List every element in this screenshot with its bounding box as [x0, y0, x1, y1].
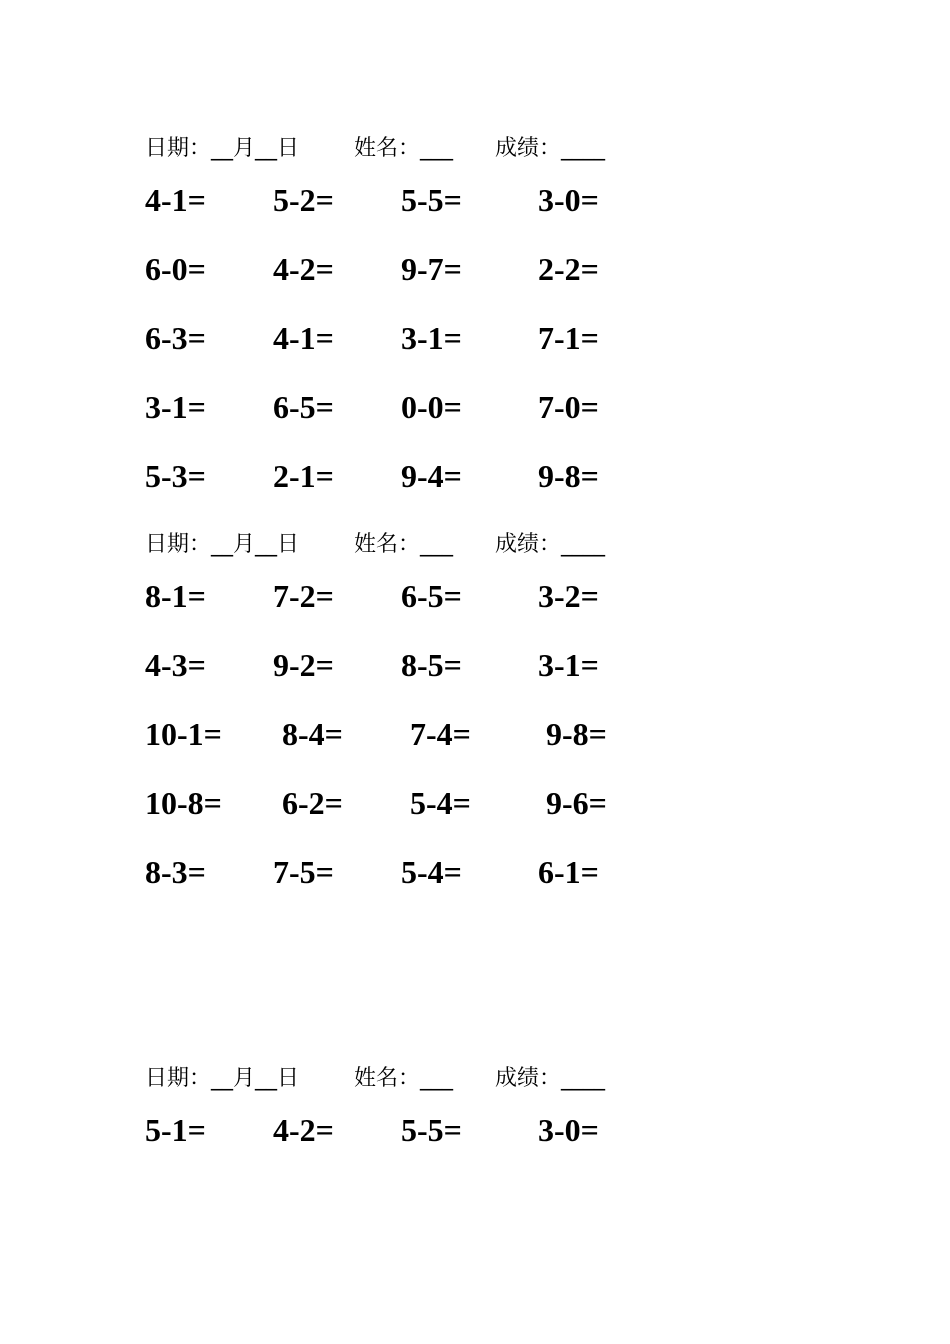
problem: 4-1=: [273, 320, 334, 356]
problem: 5-3=: [145, 458, 206, 494]
problem: 7-2=: [273, 578, 334, 614]
problem: 5-5=: [401, 1112, 462, 1148]
problem: 10-8=: [145, 785, 222, 821]
problem: 8-4=: [282, 716, 343, 752]
problem: 10-1=: [145, 716, 222, 752]
problem: 4-2=: [273, 251, 334, 287]
problem: 3-1=: [538, 647, 599, 683]
problem: 6-1=: [538, 854, 599, 890]
problem: 3-0=: [538, 182, 599, 218]
problem: 6-0=: [145, 251, 206, 287]
problem: 8-5=: [401, 647, 462, 683]
problem: 9-4=: [401, 458, 462, 494]
problem: 8-1=: [145, 578, 206, 614]
problem: 6-5=: [273, 389, 334, 425]
problem: 0-0=: [401, 389, 462, 425]
problem: 7-4=: [410, 716, 471, 752]
score-field-label: 成绩：____: [495, 136, 606, 161]
problem: 9-7=: [401, 251, 462, 287]
problem: 5-5=: [401, 182, 462, 218]
problem: 2-1=: [273, 458, 334, 494]
problem: 8-3=: [145, 854, 206, 890]
problem: 5-1=: [145, 1112, 206, 1148]
problem: 7-5=: [273, 854, 334, 890]
problem: 9-6=: [546, 785, 607, 821]
problem: 9-8=: [538, 458, 599, 494]
problem: 7-0=: [538, 389, 599, 425]
problem: 5-4=: [410, 785, 471, 821]
problem: 4-1=: [145, 182, 206, 218]
score-field-label: 成绩：____: [495, 532, 606, 557]
date-field-label: 日期：__月__日: [145, 532, 300, 557]
score-field-label: 成绩：____: [495, 1066, 606, 1091]
problem: 9-2=: [273, 647, 334, 683]
name-field-label: 姓名：___: [354, 532, 454, 557]
problem: 6-3=: [145, 320, 206, 356]
problem: 5-4=: [401, 854, 462, 890]
problem: 7-1=: [538, 320, 599, 356]
problem: 5-2=: [273, 182, 334, 218]
problem: 9-8=: [546, 716, 607, 752]
name-field-label: 姓名：___: [354, 136, 454, 161]
problem: 3-1=: [145, 389, 206, 425]
name-field-label: 姓名：___: [354, 1066, 454, 1091]
problem: 4-2=: [273, 1112, 334, 1148]
date-field-label: 日期：__月__日: [145, 1066, 300, 1091]
problem: 3-1=: [401, 320, 462, 356]
date-field-label: 日期：__月__日: [145, 136, 300, 161]
problem: 6-2=: [282, 785, 343, 821]
problem: 6-5=: [401, 578, 462, 614]
problem: 4-3=: [145, 647, 206, 683]
problem: 3-2=: [538, 578, 599, 614]
problem: 3-0=: [538, 1112, 599, 1148]
problem: 2-2=: [538, 251, 599, 287]
